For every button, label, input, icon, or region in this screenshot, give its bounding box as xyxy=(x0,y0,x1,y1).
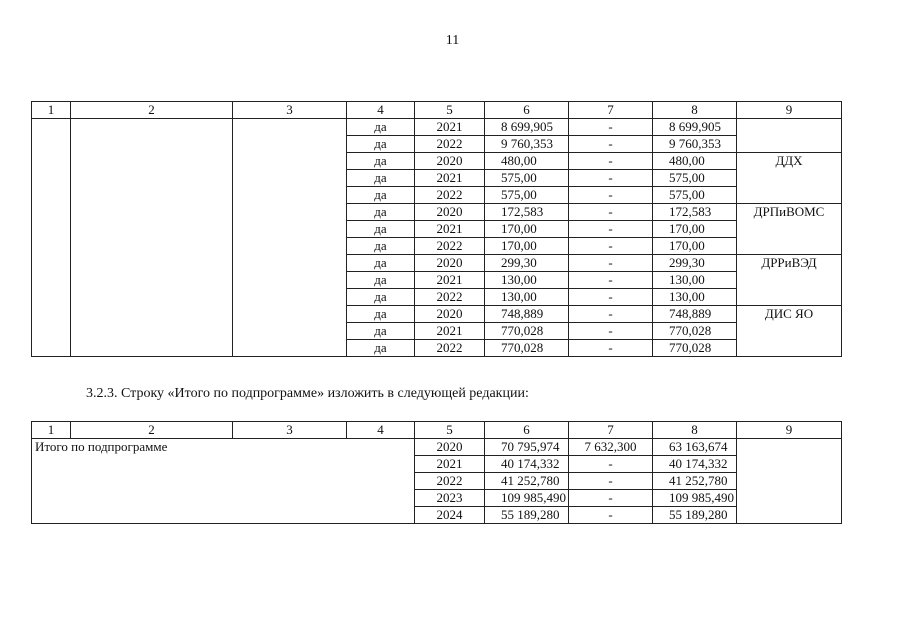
cell-col7: - xyxy=(569,238,653,255)
cell-year: 2021 xyxy=(415,170,485,187)
cell-year: 2023 xyxy=(415,490,485,507)
cell-col7: - xyxy=(569,456,653,473)
cell-col8: 575,00 xyxy=(653,170,737,187)
cell-col8: 109 985,490 xyxy=(653,490,737,507)
cell-col6: 109 985,490 xyxy=(485,490,569,507)
cell-col4: да xyxy=(347,153,415,170)
header-row xyxy=(32,422,842,439)
cell-col6: 770,028 xyxy=(485,323,569,340)
header-cell: 7 xyxy=(569,102,653,119)
table-row xyxy=(32,439,842,456)
cell-col8: 748,889 xyxy=(653,306,737,323)
cell-col4: да xyxy=(347,272,415,289)
header-cell: 3 xyxy=(233,422,347,439)
cell-year: 2022 xyxy=(415,340,485,357)
cell-col8: 130,00 xyxy=(653,272,737,289)
cell-col8: 172,583 xyxy=(653,204,737,221)
cell-col6: 8 699,905 xyxy=(485,119,569,136)
header-cell: 4 xyxy=(347,102,415,119)
cell-col7: - xyxy=(569,272,653,289)
cell-executor: ДРПиВОМС xyxy=(737,204,842,255)
cell-col6: 41 252,780 xyxy=(485,473,569,490)
cell-col6: 575,00 xyxy=(485,187,569,204)
cell-col6: 40 174,332 xyxy=(485,456,569,473)
cell-executor: ДИС ЯО xyxy=(737,306,842,357)
cell-col7: - xyxy=(569,255,653,272)
cell-col7: - xyxy=(569,306,653,323)
cell-year: 2020 xyxy=(415,204,485,221)
header-row xyxy=(32,102,842,119)
cell-col8: 170,00 xyxy=(653,238,737,255)
budget-table-continuation xyxy=(31,101,842,357)
cell-year: 2020 xyxy=(415,255,485,272)
subprogram-total-label: Итого по подпрограмме xyxy=(32,439,415,524)
cell-col8: 299,30 xyxy=(653,255,737,272)
header-cell: 5 xyxy=(415,102,485,119)
cell-year: 2022 xyxy=(415,238,485,255)
page-number: 11 xyxy=(445,33,460,48)
cell-col7: - xyxy=(569,340,653,357)
cell-year: 2020 xyxy=(415,439,485,456)
cell-col7: 7 632,300 xyxy=(569,439,653,456)
cell-col3 xyxy=(233,119,347,357)
cell-executor xyxy=(737,119,842,153)
cell-col7: - xyxy=(569,136,653,153)
header-cell: 3 xyxy=(233,102,347,119)
cell-col6: 172,583 xyxy=(485,204,569,221)
cell-col8: 63 163,674 xyxy=(653,439,737,456)
cell-col7: - xyxy=(569,323,653,340)
cell-col4: да xyxy=(347,221,415,238)
cell-col6: 130,00 xyxy=(485,272,569,289)
cell-year: 2022 xyxy=(415,289,485,306)
cell-col6: 9 760,353 xyxy=(485,136,569,153)
cell-col4: да xyxy=(347,136,415,153)
cell-col7: - xyxy=(569,153,653,170)
header-cell: 2 xyxy=(71,422,233,439)
cell-col8: 480,00 xyxy=(653,153,737,170)
cell-year: 2020 xyxy=(415,153,485,170)
cell-col6: 170,00 xyxy=(485,238,569,255)
cell-executor: ДРРиВЭД xyxy=(737,255,842,306)
cell-year: 2022 xyxy=(415,187,485,204)
header-cell: 8 xyxy=(653,422,737,439)
cell-col7: - xyxy=(569,119,653,136)
header-cell: 1 xyxy=(32,102,71,119)
cell-col8: 130,00 xyxy=(653,289,737,306)
cell-col2 xyxy=(71,119,233,357)
header-cell: 9 xyxy=(737,422,842,439)
cell-col9 xyxy=(737,439,842,524)
header-cell: 2 xyxy=(71,102,233,119)
cell-col6: 575,00 xyxy=(485,170,569,187)
cell-col4: да xyxy=(347,255,415,272)
header-cell: 4 xyxy=(347,422,415,439)
header-cell: 9 xyxy=(737,102,842,119)
cell-col8: 41 252,780 xyxy=(653,473,737,490)
subprogram-total-table xyxy=(31,421,842,524)
header-cell: 1 xyxy=(32,422,71,439)
cell-year: 2021 xyxy=(415,323,485,340)
cell-year: 2021 xyxy=(415,221,485,238)
cell-col8: 40 174,332 xyxy=(653,456,737,473)
cell-col6: 55 189,280 xyxy=(485,507,569,524)
cell-col8: 575,00 xyxy=(653,187,737,204)
cell-col4: да xyxy=(347,289,415,306)
header-cell: 8 xyxy=(653,102,737,119)
cell-col7: - xyxy=(569,221,653,238)
cell-year: 2021 xyxy=(415,119,485,136)
cell-col4: да xyxy=(347,306,415,323)
cell-col6: 748,889 xyxy=(485,306,569,323)
table-row xyxy=(32,119,842,136)
cell-col6: 130,00 xyxy=(485,289,569,306)
header-cell: 5 xyxy=(415,422,485,439)
cell-col4: да xyxy=(347,340,415,357)
cell-col7: - xyxy=(569,289,653,306)
cell-col4: да xyxy=(347,238,415,255)
cell-col4: да xyxy=(347,187,415,204)
header-cell: 6 xyxy=(485,102,569,119)
cell-col6: 170,00 xyxy=(485,221,569,238)
cell-col8: 170,00 xyxy=(653,221,737,238)
cell-col7: - xyxy=(569,204,653,221)
cell-executor: ДДХ xyxy=(737,153,842,204)
cell-col6: 299,30 xyxy=(485,255,569,272)
cell-col1 xyxy=(32,119,71,357)
cell-col7: - xyxy=(569,187,653,204)
cell-year: 2022 xyxy=(415,473,485,490)
cell-year: 2022 xyxy=(415,136,485,153)
cell-col7: - xyxy=(569,170,653,187)
cell-col6: 480,00 xyxy=(485,153,569,170)
cell-col7: - xyxy=(569,507,653,524)
header-cell: 7 xyxy=(569,422,653,439)
cell-col4: да xyxy=(347,119,415,136)
cell-col8: 55 189,280 xyxy=(653,507,737,524)
cell-col4: да xyxy=(347,170,415,187)
cell-col8: 770,028 xyxy=(653,323,737,340)
instruction-text: 3.2.3. Строку «Итого по подпрограмме» изложить в следующей редакции: xyxy=(86,386,529,401)
cell-col7: - xyxy=(569,473,653,490)
cell-col8: 9 760,353 xyxy=(653,136,737,153)
cell-year: 2021 xyxy=(415,272,485,289)
cell-col4: да xyxy=(347,204,415,221)
cell-col8: 770,028 xyxy=(653,340,737,357)
cell-year: 2021 xyxy=(415,456,485,473)
cell-col6: 70 795,974 xyxy=(485,439,569,456)
cell-col7: - xyxy=(569,490,653,507)
cell-year: 2024 xyxy=(415,507,485,524)
cell-col4: да xyxy=(347,323,415,340)
header-cell: 6 xyxy=(485,422,569,439)
cell-year: 2020 xyxy=(415,306,485,323)
cell-col6: 770,028 xyxy=(485,340,569,357)
cell-col8: 8 699,905 xyxy=(653,119,737,136)
